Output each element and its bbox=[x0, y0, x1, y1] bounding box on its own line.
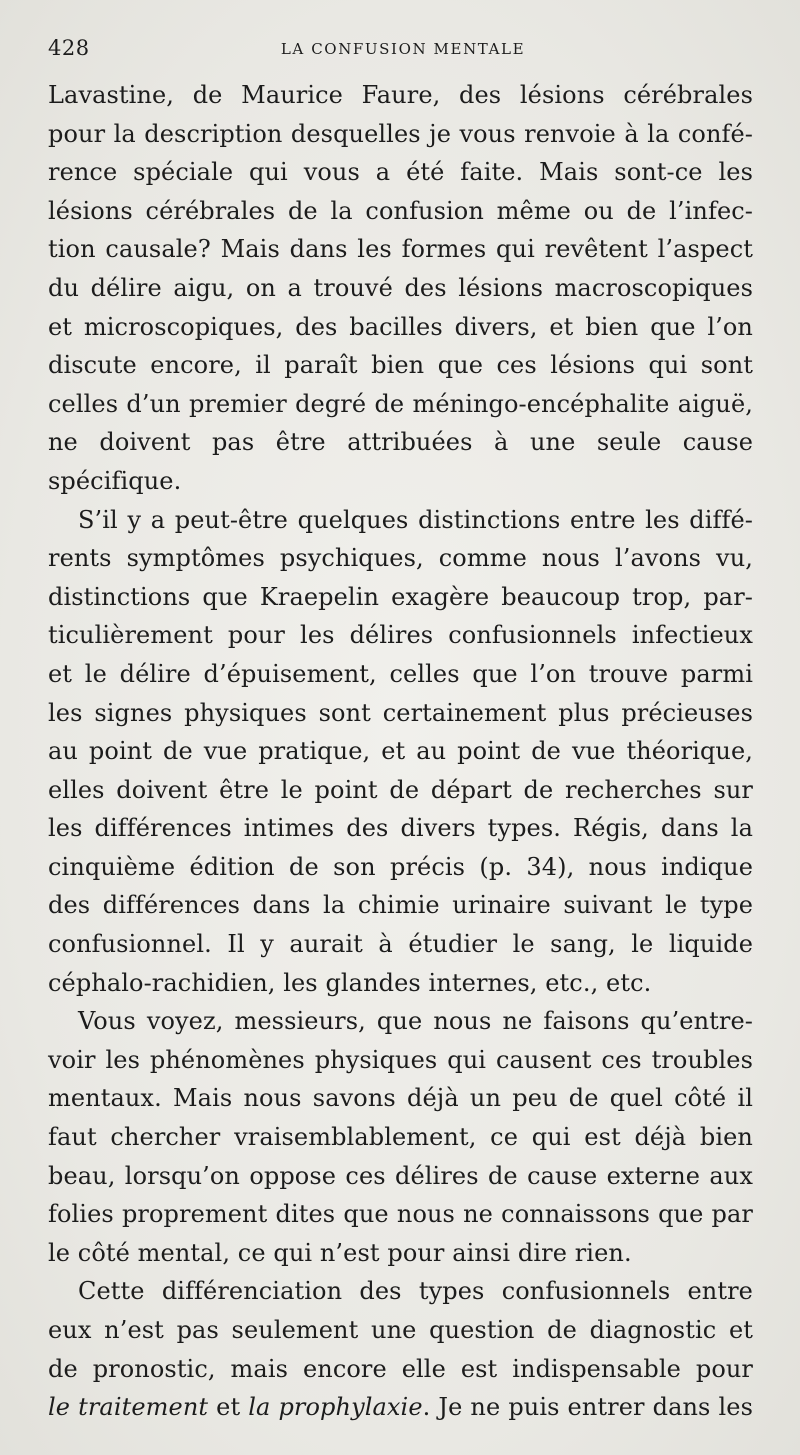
text-line: et le délire d’épuisement, celles que l’on trouve parmi bbox=[48, 659, 753, 688]
page-number: 428 bbox=[48, 36, 90, 60]
text-line: des différences dans la chimie urinaire suivant le type bbox=[48, 891, 753, 920]
text-line: ne doivent pas être attribuées à une seule cause bbox=[48, 428, 753, 457]
text-line: distinctions que Kraepelin exagère beaucoup trop, par- bbox=[48, 582, 753, 611]
line-tail: . Je ne puis entrer dans les bbox=[422, 1393, 753, 1422]
text-line: folies proprement dites que nous ne connaissons que par bbox=[48, 1200, 753, 1229]
text-line: du délire aigu, on a trouvé des lésions macroscopiques bbox=[48, 273, 753, 302]
paragraph-end-line: le côté mental, ce qui n’est pour ainsi dire rien. bbox=[48, 1238, 632, 1267]
text-line: mentaux. Mais nous savons déjà un peu de quel côté il bbox=[48, 1084, 753, 1113]
text-line: rents symptômes psychiques, comme nous l’avons vu, bbox=[48, 544, 753, 573]
text-line: Lavastine, de Maurice Faure, des lésions cérébrales bbox=[48, 81, 753, 109]
text-line: eux n’est pas seulement une question de diagnostic et bbox=[48, 1316, 753, 1344]
text-line: pour la description desquelles je vous renvoie à la confé- bbox=[48, 119, 753, 148]
connector-word: et bbox=[216, 1393, 241, 1422]
paragraph-start-line: Vous voyez, messieurs, que nous ne faisons qu’entre- bbox=[78, 1007, 753, 1036]
paragraph-end-line: spécifique. bbox=[48, 466, 182, 495]
text-line: de pronostic, mais encore elle est indispensable pour bbox=[48, 1354, 753, 1383]
italic-term: le traitement bbox=[48, 1393, 209, 1422]
text-line: et microscopiques, des bacilles divers, et bien que l’on bbox=[48, 312, 753, 341]
text-line: discute encore, il paraît bien que ces lésions qui sont bbox=[48, 351, 753, 380]
text-line: cinquième édition de son précis (p. 34), nous indique bbox=[48, 852, 753, 881]
body-text bbox=[48, 76, 753, 1427]
text-line: rence spéciale qui vous a été faite. Mais sont-ce les bbox=[48, 158, 753, 187]
paragraph-end-line: céphalo-rachidien, les glandes internes, etc., etc. bbox=[48, 968, 652, 997]
running-title: LA CONFUSION MENTALE bbox=[280, 40, 526, 58]
text-line: confusionnel. Il y aurait à étudier le sang, le liquide bbox=[48, 930, 753, 959]
text-line: voir les phénomènes physiques qui causent ces troubles bbox=[48, 1045, 753, 1074]
paragraph-start-line: S’il y a peut-être quelques distinctions entre les diffé- bbox=[78, 505, 753, 534]
text-line: beau, lorsqu’on oppose ces délires de cause externe aux bbox=[48, 1161, 753, 1190]
text-line: faut chercher vraisemblablement, ce qui est déjà bien bbox=[48, 1123, 753, 1152]
text-line: celles d’un premier degré de méningo-encéphalite aiguë, bbox=[48, 389, 753, 418]
text-line: ticulièrement pour les délires confusionnels infectieux bbox=[48, 621, 753, 650]
text-line-with-italics bbox=[48, 1388, 753, 1427]
text-line: tion causale? Mais dans les formes qui revêtent l’aspect bbox=[48, 235, 753, 264]
italic-term: la prophylaxie bbox=[248, 1393, 423, 1422]
text-line: lésions cérébrales de la confusion même ou de l’infec- bbox=[48, 196, 753, 225]
text-line: elles doivent être le point de départ de recherches sur bbox=[48, 775, 753, 804]
text-line: les signes physiques sont certainement plus précieuses bbox=[48, 698, 753, 727]
paragraph-start-line: Cette différenciation des types confusionnels entre bbox=[78, 1277, 753, 1306]
text-line: au point de vue pratique, et au point de vue théorique, bbox=[48, 737, 753, 766]
text-line: les différences intimes des divers types. Régis, dans la bbox=[48, 814, 753, 843]
page-header bbox=[48, 36, 748, 62]
